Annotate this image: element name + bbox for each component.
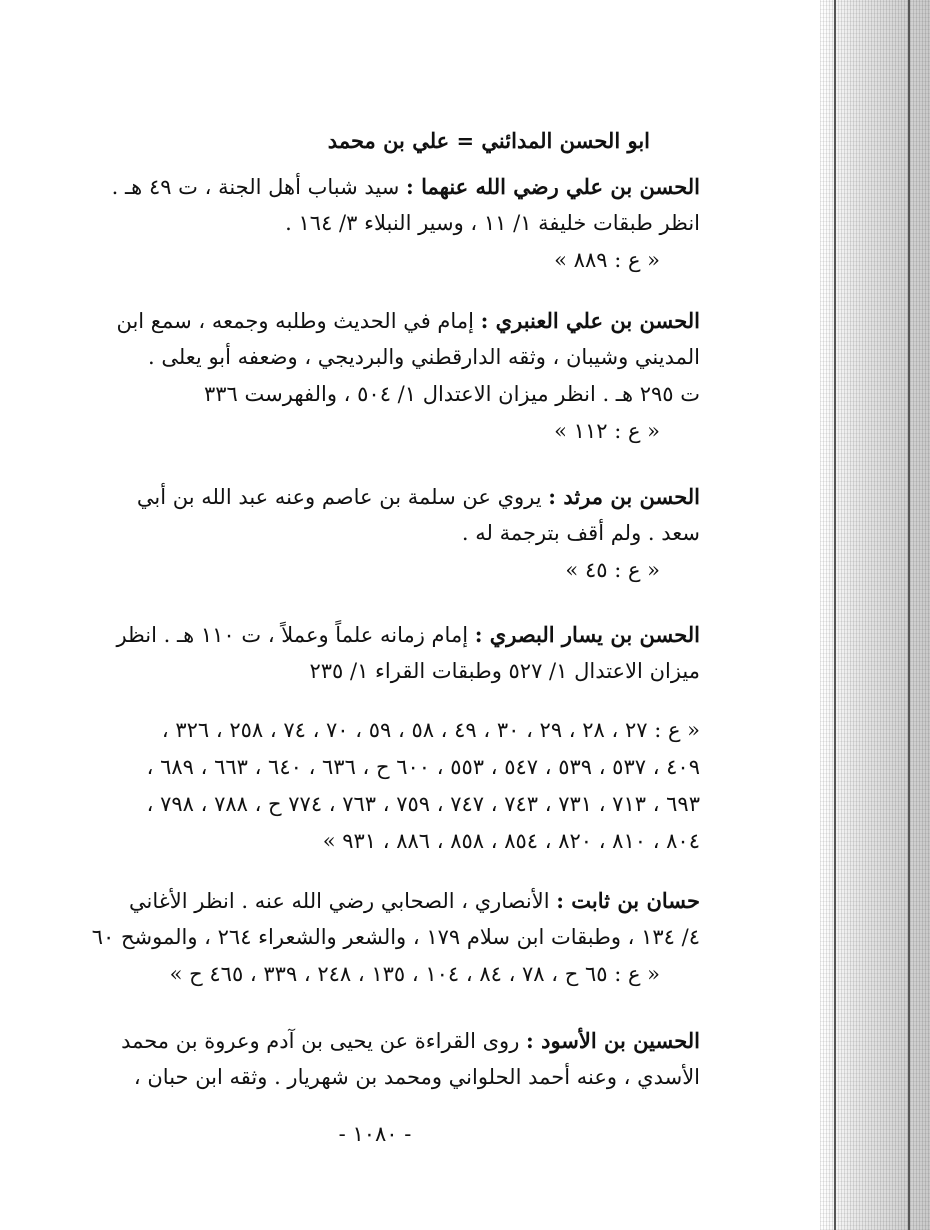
entry-line: سعد . ولم أقف بترجمة له . [461, 521, 700, 545]
entry-head: الحسين بن الأسود : [526, 1028, 700, 1053]
entry-line: ٤/ ١٣٤ ، وطبقات ابن سلام ١٧٩ ، والشعر والشعراء ٢٦٤ ، والموشح ٦٠ [91, 925, 700, 949]
entry-ref: ٨٠٤ ، ٨١٠ ، ٨٢٠ ، ٨٥٤ ، ٨٥٨ ، ٨٨٦ ، ٩٣١ » [322, 829, 700, 853]
entry-ref: « ع : ٨٨٩ » [554, 248, 660, 272]
entry-line: ت ٢٩٥ هـ . انظر ميزان الاعتدال ١/ ٥٠٤ ، والفهرست ٣٣٦ [204, 382, 700, 406]
entry-line: الحسين بن الأسود : روى القراءة عن يحيى بن آدم وعروة بن محمد [121, 1028, 700, 1053]
entry-line: الأسدي ، وعنه أحمد الحلواني ومحمد بن شهريار . وثقه ابن حبان ، [133, 1065, 700, 1089]
entry-head: الحسن بن مرثد : [548, 484, 700, 509]
entry-ref: ٦٩٣ ، ٧١٣ ، ٧٣١ ، ٧٤٣ ، ٧٤٧ ، ٧٥٩ ، ٧٦٣ ، ٧٧٤ ح ، ٧٨٨ ، ٧٩٨ ، [146, 792, 700, 816]
entry-hassan-thabit [60, 882, 700, 993]
entry-hasan-ibn-ali [60, 168, 700, 279]
entry-line: الحسن بن يسار البصري : إمام زمانه علماً وعملاً ، ت ١١٠ هـ . انظر [116, 622, 700, 647]
entry-ref: « ع : ٢٧ ، ٢٨ ، ٢٩ ، ٣٠ ، ٤٩ ، ٥٨ ، ٥٩ ، ٧٠ ، ٧٤ ، ٢٥٨ ، ٣٢٦ ، [161, 718, 700, 742]
entry-line: حسان بن ثابت : الأنصاري ، الصحابي رضي الله عنه . انظر الأغاني [129, 888, 700, 913]
entry-head: الحسن بن علي العنبري : [480, 308, 700, 333]
entry-ref: « ع : ٤٥ » [565, 558, 660, 582]
entry-ref: ٤٠٩ ، ٥٣٧ ، ٥٣٩ ، ٥٤٧ ، ٥٥٣ ، ٦٠٠ ح ، ٦٣٦ ، ٦٤٠ ، ٦٦٣ ، ٦٨٩ ، [146, 755, 700, 779]
page-edge-shadow [820, 0, 930, 1230]
entry-line: المديني وشيبان ، وثقه الدارقطني والبرديجي ، وضعفه أبو يعلى . [148, 345, 700, 369]
page-number: - ١٠٨٠ - [338, 1122, 412, 1146]
entry-line: الحسن بن مرثد : يروي عن سلمة بن عاصم وعنه عبد الله بن أبي [136, 484, 700, 509]
entry-ref: « ع : ٦٥ ح ، ٧٨ ، ٨٤ ، ١٠٤ ، ١٣٥ ، ٢٤٨ ، ٣٣٩ ، ٤٦٥ ح » [169, 962, 660, 986]
entry-line: ميزان الاعتدال ١/ ٥٢٧ وطبقات القراء ١/ ٢٣٥ [309, 659, 700, 683]
entry-ref: « ع : ١١٢ » [554, 419, 660, 443]
entry-line: الحسن بن علي العنبري : إمام في الحديث وطلبه وجمعه ، سمع ابن [116, 308, 700, 333]
entry-line: الحسن بن علي رضي الله عنهما : سيد شباب أهل الجنة ، ت ٤٩ هـ . [111, 174, 700, 199]
entry-hasan-marthad [60, 478, 700, 589]
entry-hasan-anbari [60, 302, 700, 450]
edge-line-right [908, 0, 910, 1230]
page-title-line: ابو الحسن المدائني = علي بن محمد [327, 128, 650, 153]
entry-head: الحسن بن يسار البصري : [474, 622, 700, 647]
entry-head: الحسن بن علي رضي الله عنهما : [406, 174, 700, 199]
edge-line-left [834, 0, 836, 1230]
entry-line: انظر طبقات خليفة ١/ ١١ ، وسير النبلاء ٣/ ١٦٤ . [285, 211, 700, 235]
entry-hasan-basri [60, 616, 700, 860]
entry-husayn-aswad [60, 1022, 700, 1096]
entry-head: حسان بن ثابت : [556, 888, 700, 913]
